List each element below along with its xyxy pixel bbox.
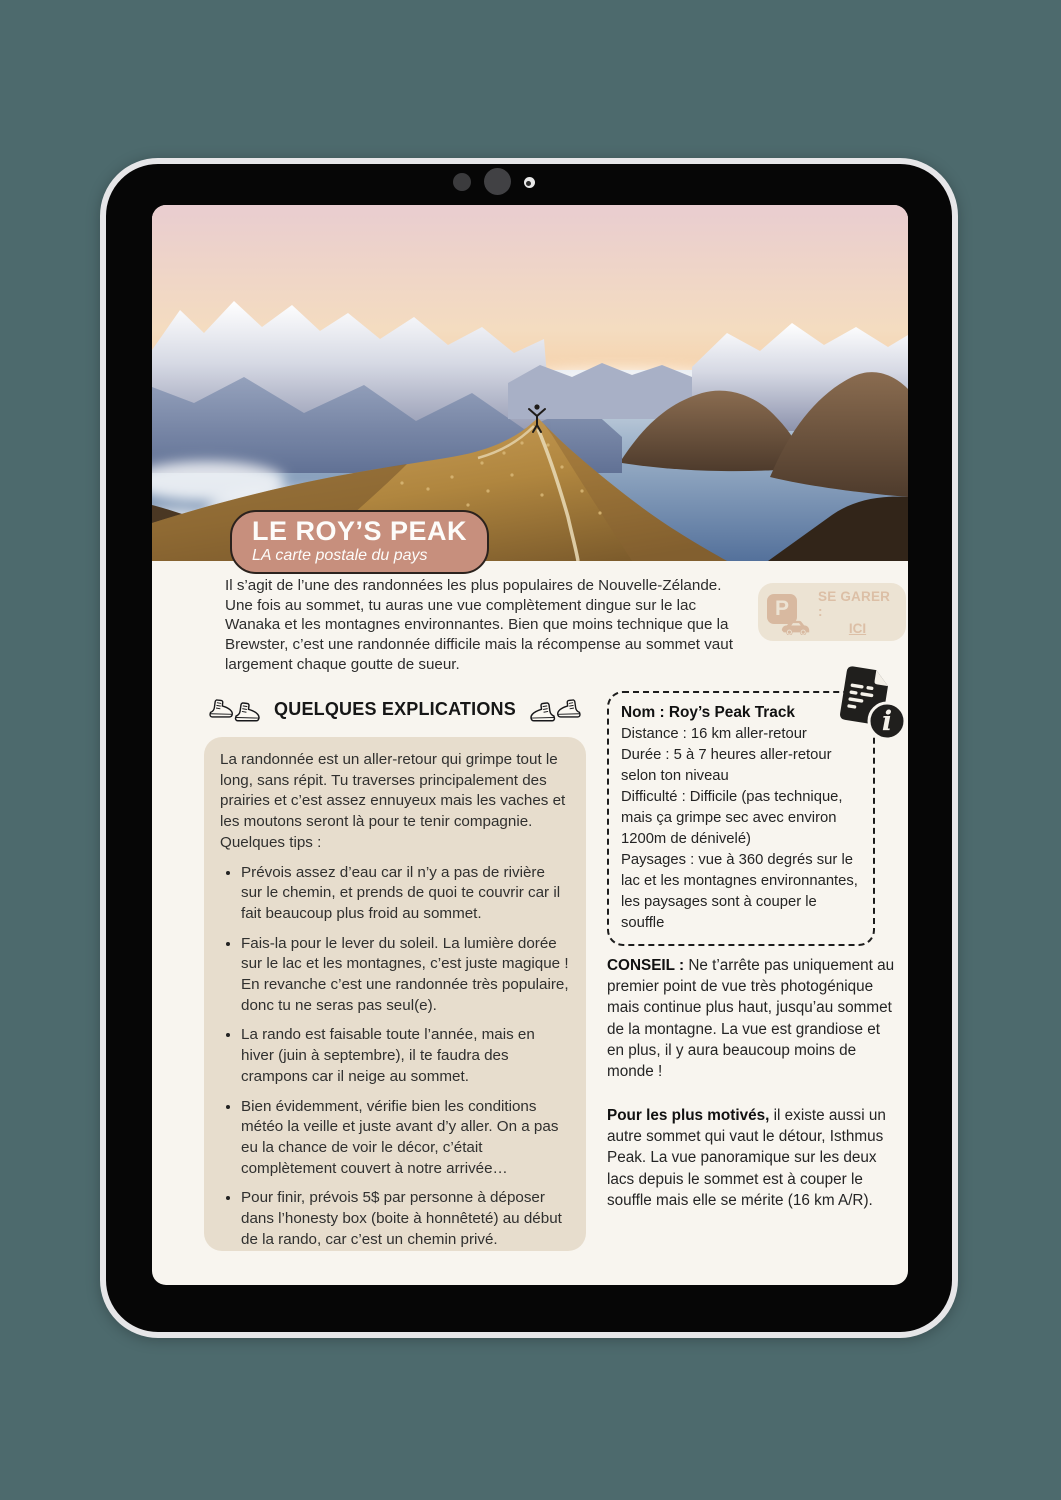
- parking-sign-icon: [767, 592, 811, 632]
- motivated-paragraph: [607, 1105, 899, 1211]
- parking-button[interactable]: [758, 583, 906, 641]
- camera-lens-icon: [524, 177, 535, 188]
- conseil-text: Ne t’arrête pas uniquement au premier point de vue très photogénique mais continue plus haut, jusqu’au sommet de la montagne. La vue est grandiose et en plus, il y aura beaucoup moins de monde !: [607, 957, 895, 1081]
- parking-label: SE GARER :: [818, 588, 891, 619]
- tablet-screen: [152, 205, 908, 1285]
- parking-link[interactable]: ICI: [848, 620, 867, 636]
- info-line: Paysages : vue à 360 degrés sur le lac et les montagnes environnantes, les paysages sont à couper le souffle: [621, 852, 858, 931]
- page-subtitle: LA carte postale du pays: [252, 546, 428, 564]
- title-badge: [230, 510, 489, 574]
- motivated-label: Pour les plus motivés,: [607, 1107, 770, 1124]
- explanations-intro: La randonnée est un aller-retour qui grimpe tout le long, sans répit. Tu traverses principalement des prairies et c’est assez ennuyeux mais les vaches et les moutons seront là pour te tenir compagnie. Quelques tips :: [220, 751, 566, 851]
- explanations-panel: [204, 737, 586, 1251]
- car-icon: [779, 618, 813, 635]
- tablet-frame: [100, 158, 958, 1338]
- front-camera-icon: [484, 168, 511, 195]
- hiking-boots-icon-right: [525, 689, 583, 729]
- motivated-text: il existe aussi un autre sommet qui vaut le détour, Isthmus Peak. La vue panoramique sur les deux lacs depuis le sommet est à couper le souffle mais elle se mérite (16 km A/R).: [607, 1107, 886, 1209]
- svg-text:i: i: [881, 706, 893, 737]
- page-title: LE ROY’S PEAK: [252, 516, 468, 546]
- tips-list: [220, 863, 570, 1251]
- intro-paragraph: Il s’agit de l’une des randonnées les plus populaires de Nouvelle-Zélande. Une fois au sommet, tu auras une vue complètement dingue sur le lac Wanaka et les montagnes environnantes. Bien que moins technique que la Brewster, c’est une randonnée difficile mais la récompense au sommet vaut largement chaque goutte de sueur.: [225, 577, 733, 673]
- tip-item: • La rando est faisable toute l’année, mais en hiver (juin à septembre), il te faudra des crampons car il neige au sommet.: [241, 1025, 570, 1087]
- explanations-heading: [204, 683, 586, 735]
- info-line: Distance : 16 km aller-retour: [621, 726, 807, 742]
- proximity-sensor-icon: [453, 173, 471, 191]
- hike-name: Nom : Roy’s Peak Track: [621, 704, 795, 721]
- hike-info-lines: [621, 724, 863, 934]
- conseil-paragraph: [607, 955, 899, 1082]
- hero-photo: [152, 205, 908, 561]
- tip-item: • Fais-la pour le lever du soleil. La lumière dorée sur le lac et les montagnes, c’est juste magique ! En revanche c’est une randonnée très populaire, donc tu ne seras pas seul(e).: [241, 934, 570, 1017]
- info-line: Durée : 5 à 7 heures aller-retour selon ton niveau: [621, 747, 832, 784]
- explanations-title: QUELQUES EXPLICATIONS: [274, 698, 516, 719]
- tip-item: • Prévois assez d’eau car il n’y a pas de rivière sur le chemin, et prends de quoi te couvrir car il fait beaucoup plus froid au sommet.: [241, 863, 570, 925]
- hiking-boots-icon-left: [207, 689, 265, 729]
- tip-item: • Pour finir, prévois 5$ par personne à déposer dans l’honesty box (boite à honnêteté) au début de la rando, car c’est un chemin privé.: [241, 1188, 570, 1250]
- parking-p-icon: P: [767, 594, 797, 624]
- info-line: Difficulté : Difficile (pas technique, mais ça grimpe sec avec environ 1200m de dénivelé): [621, 789, 843, 847]
- info-document-icon: [827, 663, 908, 751]
- tip-item: • Bien évidemment, vérifie bien les conditions météo la veille et juste avant d’y aller. On a pas eu la chance de voir le décor, c’était complètement couvert à notre arrivée…: [241, 1097, 570, 1180]
- conseil-label: CONSEIL :: [607, 957, 685, 974]
